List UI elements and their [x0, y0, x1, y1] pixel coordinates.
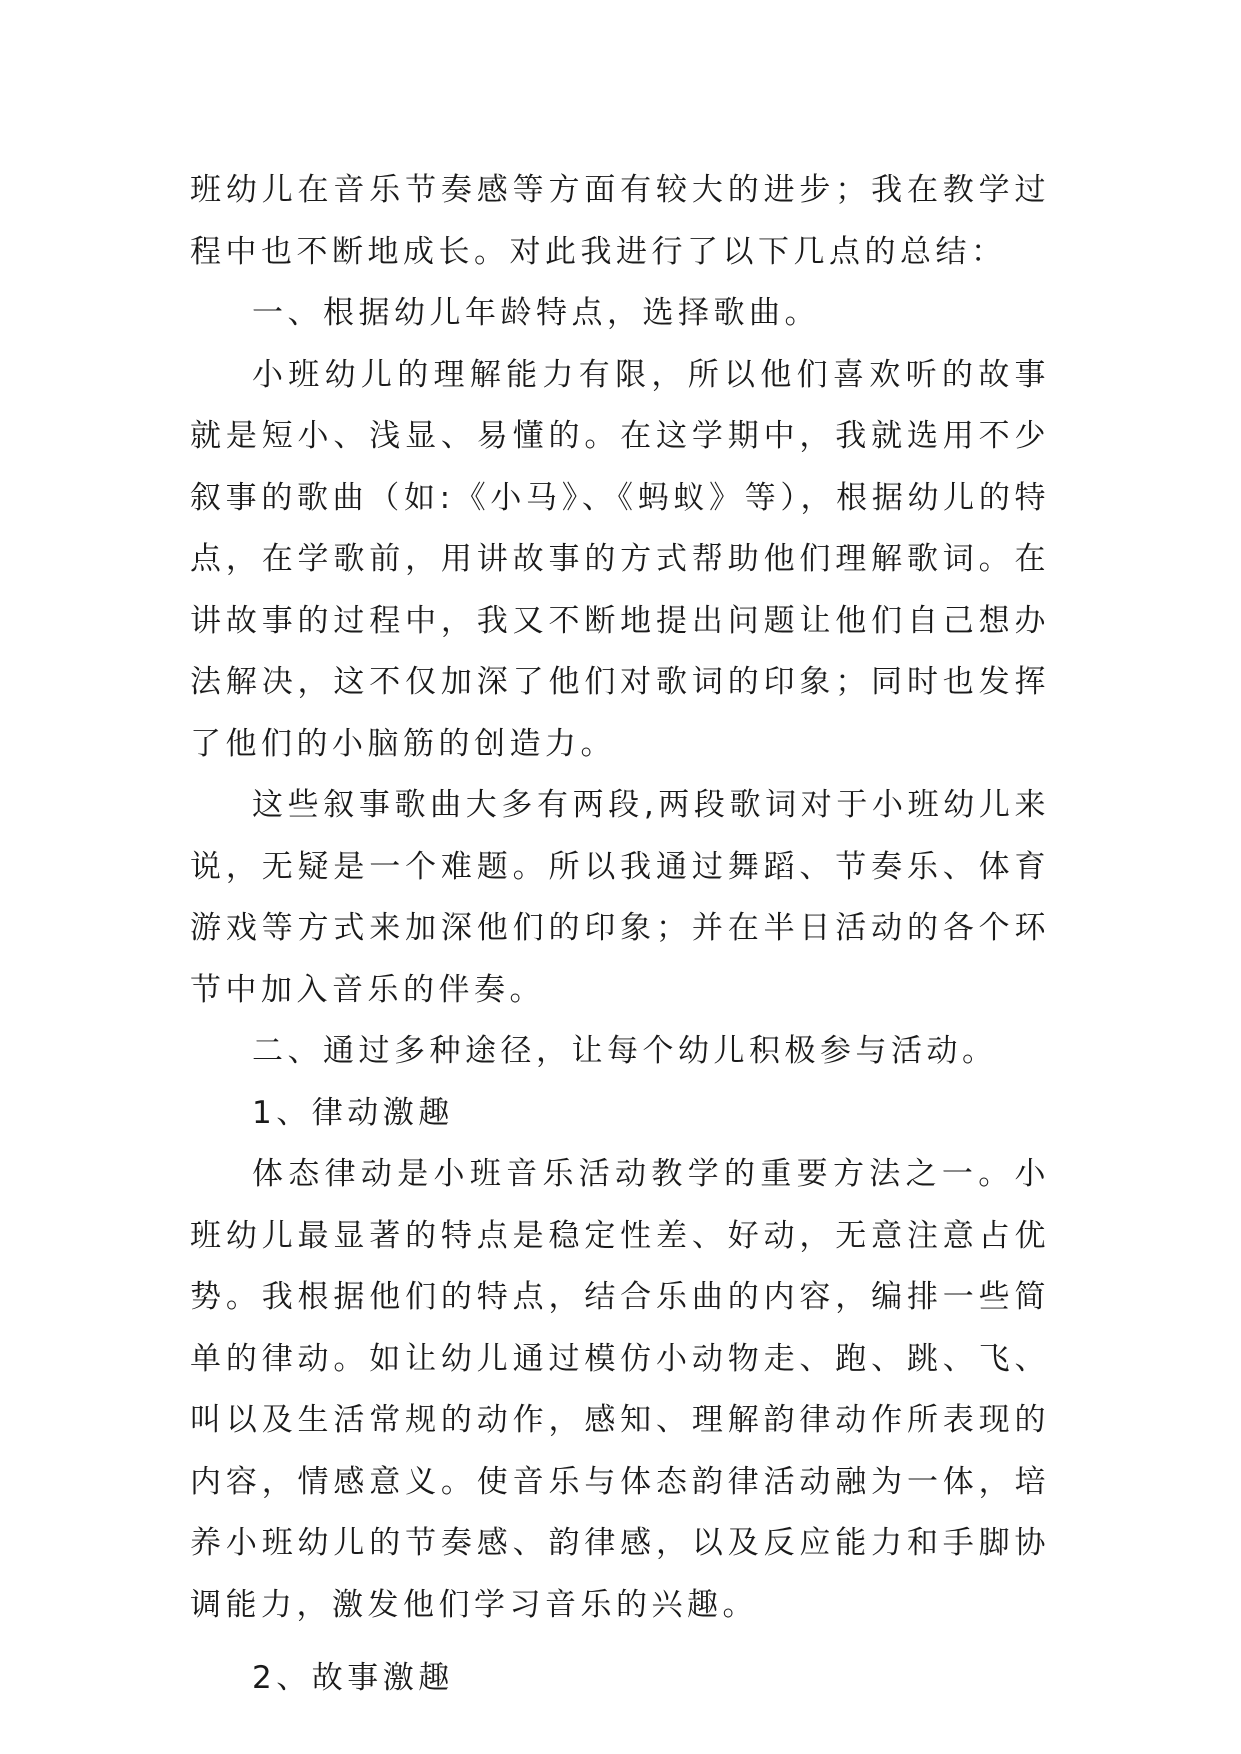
- paragraph-continuation: 班幼儿在音乐节奏感等方面有较大的进步；我在教学过程中也不断地成长。对此我进行了以下几点的总结：: [190, 172, 1050, 270]
- paragraph-story-songs: 小班幼儿的理解能力有限，所以他们喜欢听的故事就是短小、浅显、易懂的。在这学期中，我就选用不少叙事的歌曲（如:《小马》、《蚂蚁》等），根据幼儿的特点，在学歌前，用讲故事的方式帮助他们理解歌词。在讲故事的过程中，我又不断地提出问题让他们自己想办法解决，这不仅加深了他们对歌词的印象；同时也发挥了他们的小脑筋的创造力。: [190, 356, 1050, 762]
- paragraph-rhythm-movement: 体态律动是小班音乐活动教学的重要方法之一。小班幼儿最显著的特点是稳定性差、好动，无意注意占优势。我根据他们的特点，结合乐曲的内容，编排一些简单的律动。如让幼儿通过模仿小动物走、跑、跳、飞、叫以及生活常规的动作，感知、理解韵律动作所表现的内容，情感意义。使音乐与体态韵律活动融为一体，培养小班幼儿的节奏感、韵律感，以及反应能力和手脚协调能力，激发他们学习音乐的兴趣。: [190, 1156, 1050, 1623]
- document-body: [190, 160, 1050, 1710]
- subheading-rhythm: 1、律动激趣: [252, 1094, 454, 1131]
- paragraph-two-verses: 这些叙事歌曲大多有两段,两段歌词对于小班幼儿来说，无疑是一个难题。所以我通过舞蹈、节奏乐、体育游戏等方式来加深他们的印象；并在半日活动的各个环节中加入音乐的伴奏。: [190, 787, 1050, 1008]
- section-heading-1: 一、根据幼儿年龄特点，选择歌曲。: [252, 295, 820, 331]
- section-heading-2: 二、通过多种途径，让每个幼儿积极参与活动。: [252, 1033, 998, 1069]
- subheading-story: 2、故事激趣: [252, 1660, 454, 1696]
